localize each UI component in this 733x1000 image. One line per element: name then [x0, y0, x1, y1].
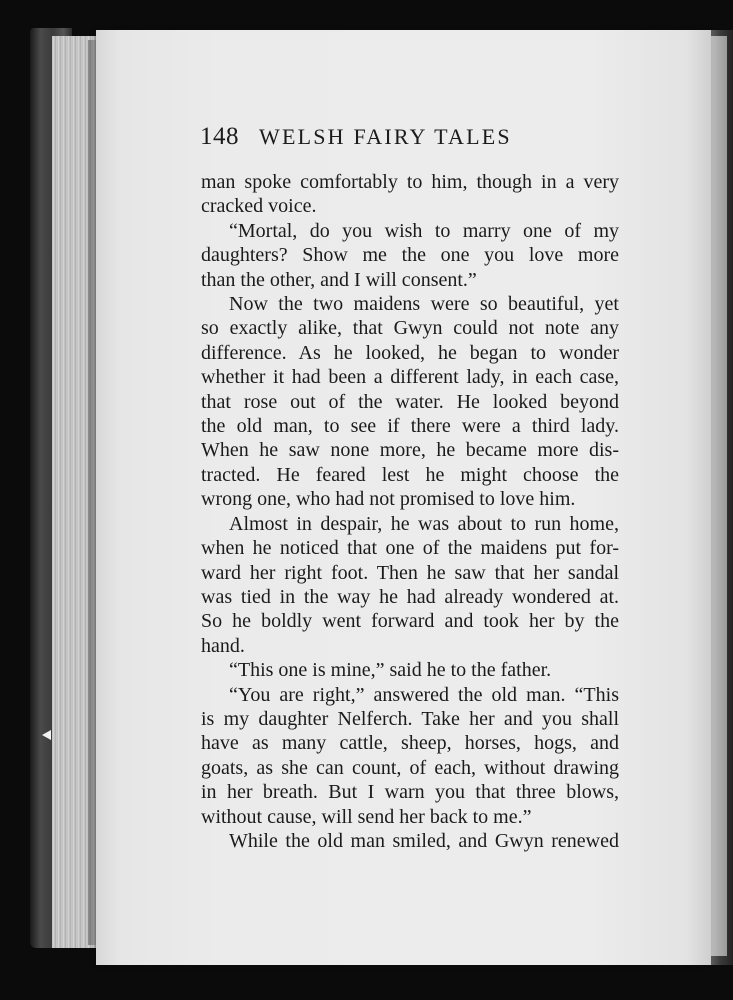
body-text — [201, 170, 619, 853]
text-line: While the old man smiled, and Gwyn renewed — [229, 829, 619, 852]
text-line: Almost in despair, he was about to run home, — [229, 512, 619, 535]
text-line: difference. As he looked, he began to wonder — [201, 341, 619, 364]
facing-page-edge — [711, 36, 727, 956]
text-line: have as many cattle, sheep, horses, hogs, and — [201, 732, 619, 755]
text-line: So he boldly went forward and took her by the — [201, 610, 619, 633]
text-line: whether it had been a different lady, in each case, — [201, 366, 619, 389]
text-line: man spoke comfortably to him, though in a very — [201, 171, 619, 193]
text-line: tracted. He feared lest he might choose the — [201, 463, 619, 486]
page-number: 148 — [200, 123, 239, 150]
text-line: than the other, and I will consent.” — [201, 268, 477, 291]
text-line: hand. — [201, 634, 245, 657]
text-line: “This one is mine,” said he to the father. — [229, 659, 552, 682]
text-line: cracked voice. — [201, 195, 317, 218]
running-title: WELSH FAIRY TALES — [259, 124, 512, 149]
text-line: ward her right foot. Then he saw that her sandal — [201, 561, 619, 584]
text-line: daughters? Show me the one you love more — [201, 244, 619, 267]
text-line: when he noticed that one of the maidens put for- — [201, 537, 619, 560]
text-line: goats, as she can count, of each, without drawing — [201, 756, 619, 779]
text-line: was tied in the way he had already wondered at. — [201, 585, 619, 608]
text-line: “You are right,” answered the old man. “This — [229, 683, 619, 706]
text-line: wrong one, who had not promised to love him. — [201, 488, 576, 511]
text-line: without cause, will send her back to me.” — [201, 805, 532, 828]
text-line: Now the two maidens were so beautiful, yet — [229, 293, 619, 316]
bookmark-arrow-icon — [42, 730, 51, 740]
text-line: is my daughter Nelferch. Take her and you shall — [201, 707, 619, 730]
text-line: the old man, to see if there were a third lady. — [201, 415, 619, 438]
text-line: so exactly alike, that Gwyn could not note any — [201, 317, 619, 340]
page-header — [200, 123, 630, 159]
text-line: that rose out of the water. He looked beyond — [201, 390, 619, 413]
text-line: “Mortal, do you wish to marry one of my — [229, 219, 619, 242]
text-line: in her breath. But I warn you that three blows, — [201, 781, 619, 804]
text-line: When he saw none more, he became more dis- — [201, 439, 619, 462]
